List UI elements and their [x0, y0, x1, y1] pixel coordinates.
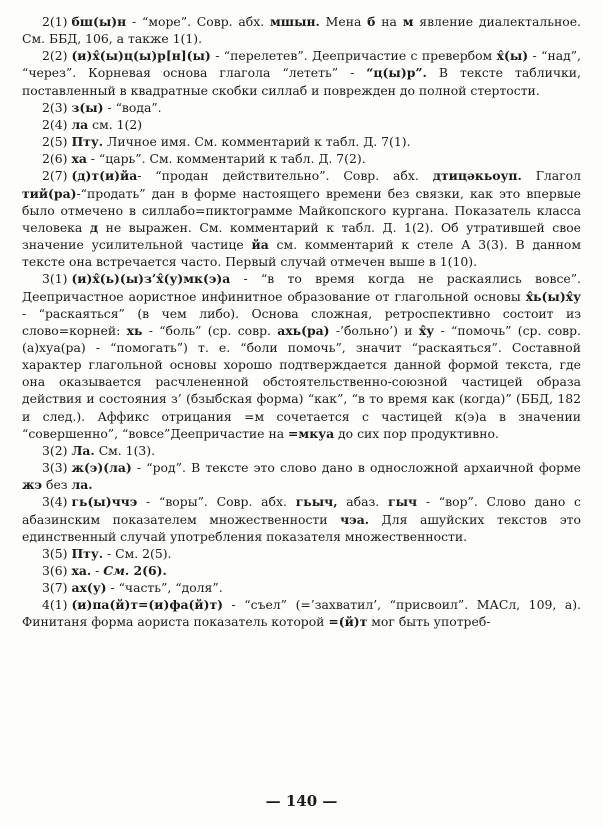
commentary-entry-2-2 — [22, 47, 581, 98]
commentary-entry-3-2 — [22, 442, 581, 459]
entry-number: 3(5) — [42, 545, 68, 561]
entry-number: 2(6) — [42, 151, 68, 167]
commentary-entry-3-5 — [22, 545, 581, 562]
commentary-entry-3-4 — [22, 493, 581, 544]
entry-text: (и)па(й)т=(и)фа(й)т) - “съел” (=’захватил’, “присвоил”. МАСл, 109, а). Финитаня форма аориста показатель которой =(й)т мог быть употреб- — [22, 597, 581, 630]
entry-number: 2(5) — [42, 134, 68, 150]
entry-number: 2(2) — [42, 48, 68, 64]
entry-number: 3(1) — [42, 271, 68, 287]
commentary-entry-2-7 — [22, 167, 581, 270]
entry-text: (и)х̂(ы)ц(ы)р[н](ы) - “перелетев”. Деепричастие с превербом х̂(ы) - “над”, “через”. Корневая основа глагола “лететь” - “ц(ы)р”. В тексте таблички, поставленный в квадратные скобки силлаб и поврежден до полной стертости. — [22, 48, 581, 98]
entry-text: ж(э)(ла) - “род”. В тексте это слово дано в односложной архаичной форме жэ без ла. — [22, 460, 581, 493]
commentary-entry-3-1 — [22, 270, 581, 442]
commentary-entry-4-1 — [22, 596, 581, 630]
commentary-entry-3-3 — [22, 459, 581, 493]
entry-text: (д)т(и)йа- “продан действительно”. Совр. абх. дтицәкьоуп. Глагол тий(ра)-“продать” дан в форме настоящего времени без связки, как это впервые было отмечено в силлабо=пиктограмме Майкопского кургана. Показатель класса человека д не выражен. См. комментарий к табл. Д. 1(2). Об утратившей свое значение усилительной частице йа см. комментарий к стеле А 3(3). В данном тексте она встречается часто. Первый случай отмечен выше в 1(10). — [22, 168, 582, 270]
commentary-entry-3-7 — [22, 579, 581, 596]
entry-text: ах(у) - “часть”, “доля”. — [71, 580, 223, 596]
entry-number: 3(3) — [42, 460, 68, 476]
entry-text: з(ы) - “вода”. — [71, 99, 162, 115]
commentary-entry-2-6 — [22, 150, 581, 167]
entry-text: Пту. - См. 2(5). — [71, 545, 172, 561]
entry-number: 3(2) — [42, 442, 68, 458]
commentary-entries — [22, 13, 581, 631]
entry-number: 2(7) — [42, 168, 68, 184]
entry-text: Пту. Личное имя. См. комментарий к табл. Д. 7(1). — [71, 134, 411, 150]
entry-text: ха. - См. 2(6). — [71, 563, 167, 578]
page-number: — 140 — — [265, 792, 338, 810]
entry-text: Ла. См. 1(3). — [71, 442, 156, 458]
entry-number: 3(6) — [42, 563, 68, 578]
commentary-entry-2-4 — [22, 116, 581, 133]
entry-text: ха - “царь”. См. комментарий к табл. Д. 7(2). — [71, 151, 366, 167]
commentary-entry-2-5 — [22, 133, 581, 150]
entry-text: (и)х̂(ь)(ы)з’х̂(у)мк(э)а - “в то время когда не раскаялись вовсе”. Деепричастное аористное инфинитное образование от глагольной основы х̂ь(ы)х̂у - “раскаяться” (в чем либо). Основа сложная, ретроспективно состоит из слово=корней: хь - “боль” (ср. совр. ахь(ра) -’больно’) и х̂у - “помочь” (ср. совр. (а)хуа(ра) - “помогать”) т. е. “боли помочь”, значит “раскаяться”. Составной характер глагольной основы хорошо подтверждается данной формой текста, где она оказывается расчлененной обстоятельственно-союзной частицей образа действия и состояния з’ (бзыбская форма) “как”, “в то время как (когда)” (ББД, 182 и след.). Аффикс отрицания =м сочетается с частицей к(э)а в значении “совершенно”, “вовсе”Деепричастие на =мкуа до сих пор продуктивно. — [22, 271, 581, 441]
commentary-entry-2-3 — [22, 99, 581, 116]
entry-text: бш(ы)н - “море”. Совр. абх. мшын. Мена б на м явление диалектальное. См. ББД, 106, а также 1(1). — [22, 14, 581, 47]
commentary-entry-3-6 — [22, 562, 581, 579]
entry-number: 2(4) — [42, 116, 68, 132]
entry-number: 2(1) — [42, 14, 68, 29]
entry-number: 4(1) — [42, 597, 68, 613]
entry-number: 3(7) — [42, 580, 68, 596]
entry-number: 3(4) — [42, 494, 68, 510]
entry-text: ла см. 1(2) — [71, 116, 143, 132]
commentary-entry-2-1 — [22, 13, 581, 47]
entry-number: 2(3) — [42, 99, 68, 115]
entry-text: гь(ы)ччэ - “воры”. Совр. абх. гьыч, абаз. гыч - “вор”. Слово дано с абазинским показателем множественности чэа. Для ашуйских текстов это единственный случай употребления показателя множественности. — [22, 494, 581, 544]
